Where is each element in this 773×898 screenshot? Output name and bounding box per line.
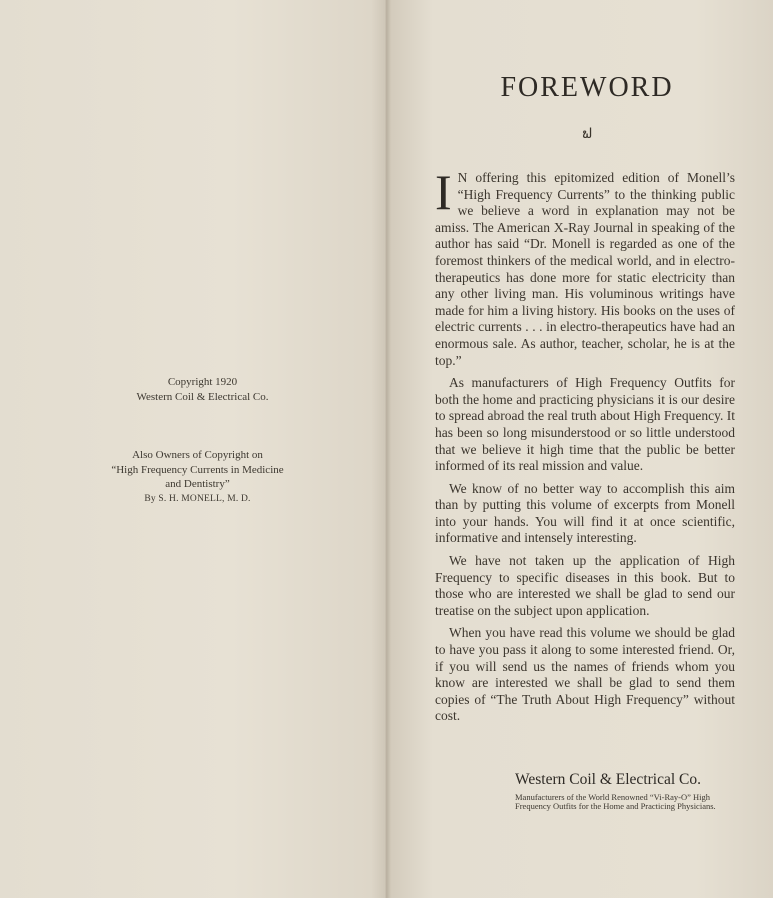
ornament-icon: ຟ (582, 127, 592, 142)
left-page (0, 0, 385, 898)
owners-notice (90, 448, 305, 506)
right-page (387, 0, 773, 898)
copyright-holder: Western Coil & Electrical Co. (136, 390, 269, 403)
owners-line-3: and Dentistry” (165, 478, 230, 490)
paragraph-5: When you have read this volume we should be glad to have you pass it along to some interested friend. Or, if you will send us the names of friends whom you know are interested we shall be glad to send them copies of “The Truth About High Frequency” without cost. (435, 625, 735, 724)
page-title: FOREWORD (500, 72, 674, 103)
signature-block (515, 771, 735, 810)
copyright-year: Copyright 1920 (167, 376, 238, 388)
paragraph-1-text: N offering this epitomized edition of Monell’s “High Frequency Currents” to the thinking public we believe a word in explanation may not be amiss. The American X-Ray Journal in speaking of the author has said “Dr. Monell is regarded as one of the foremost thinkers of the medical world, and in electro-therapeutics has done more for static electricity than any other living man. His voluminous writings have made for him a living history. His books on the uses of electric currents . . . in electro-therapeutics have had an enormous sale. As author, teacher, scholar, he is at the top.” (435, 170, 735, 368)
owners-line-2: “High Frequency Currents in Medicine (111, 463, 284, 476)
paragraph-4: We have not taken up the application of High Frequency to specific diseases in this book. But to those who are interested we shall be glad to send our treatise on the subject upon application. (435, 553, 735, 618)
drop-cap: I (435, 164, 452, 220)
foreword-body (435, 164, 735, 731)
paragraph-1 (435, 164, 735, 369)
owners-author: By S. H. MONELL, M. D. (144, 493, 251, 504)
paragraph-3: We know of no better way to accomplish this aim than by putting this volume of excerpts from Monell into your hands. You will find it at once scientific, informative and intensely interesting. (435, 480, 735, 546)
owners-line-1: Also Owners of Copyright on (132, 449, 263, 461)
copyright-notice (100, 375, 305, 404)
company-name: Western Coil & Electrical Co. (515, 771, 701, 788)
company-subtitle: Manufacturers of the World Renowned “Vi-Ray-O” High Frequency Outfits for the Home and Practicing Physicians. (515, 792, 716, 811)
paragraph-2: As manufacturers of High Frequency Outfits for both the home and practicing physicians it is our desire to spread abroad the real truth about High Frequency. It has been so long misunderstood or so little understood that we believe it high time that the public be better informed of its real mission and value. (435, 375, 735, 474)
